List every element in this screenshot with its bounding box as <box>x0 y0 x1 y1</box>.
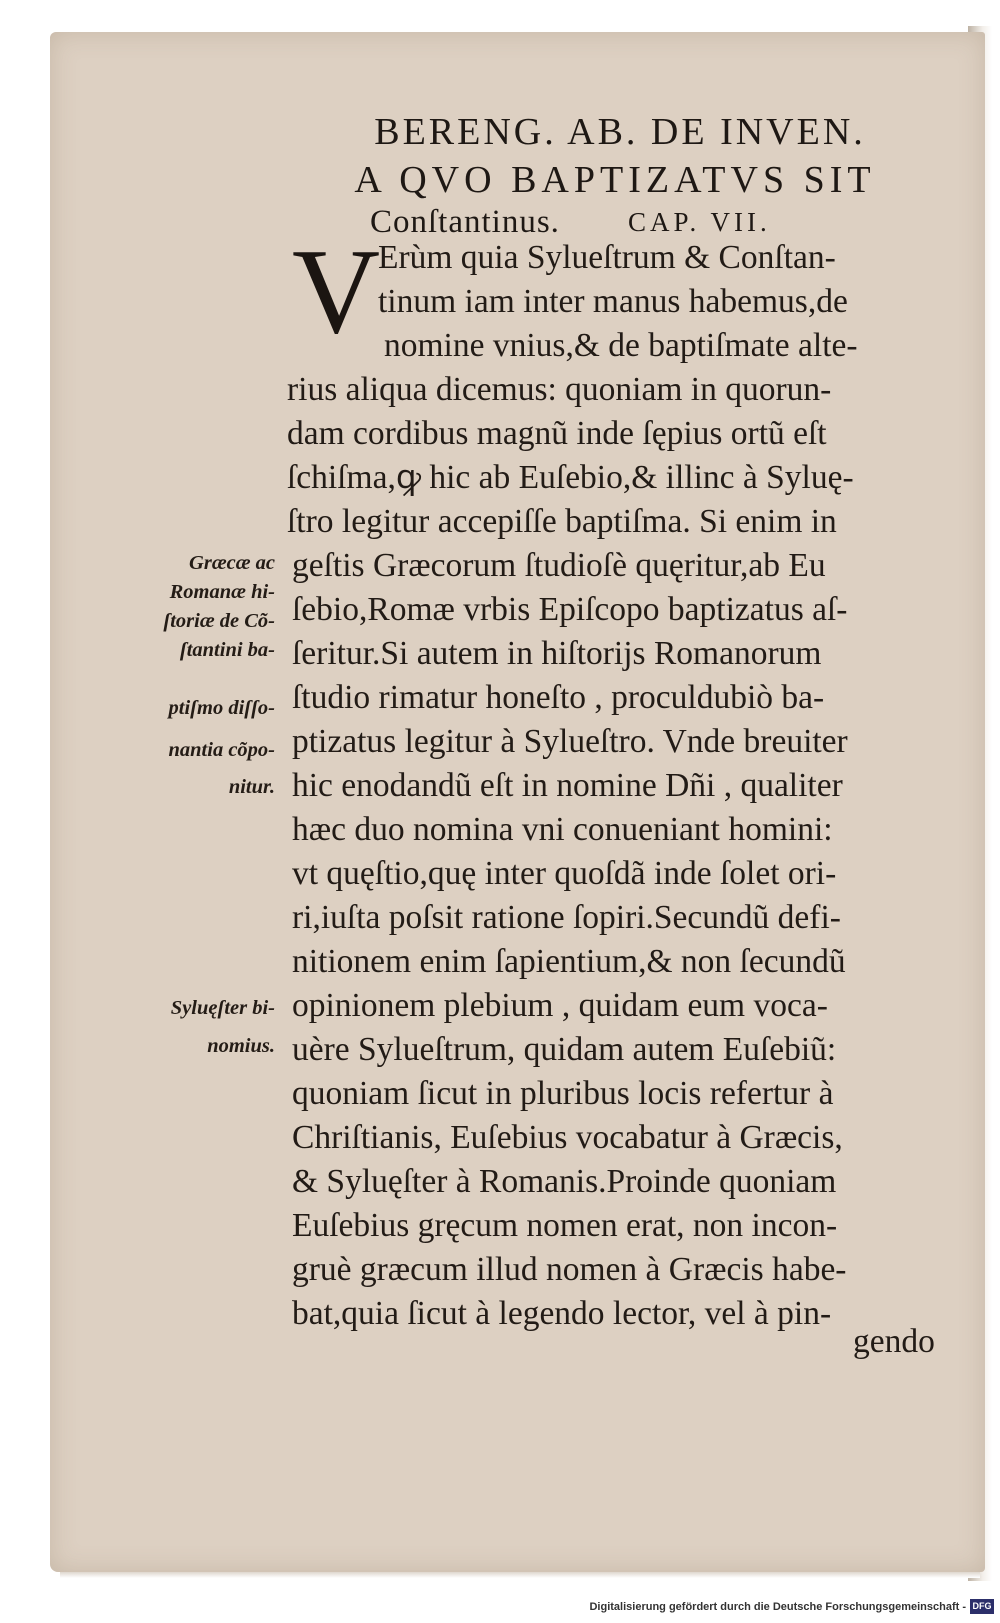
margin-note-line: ptiſmo diſſo- <box>168 697 275 719</box>
text-line: Euſebius gręcum nomen erat, non incon- <box>292 1207 838 1244</box>
text-line: ſebio,Romæ vrbis Epiſcopo baptizatus aſ- <box>292 591 848 628</box>
text-line: hic enodandũ eſt in nomine Dñi , qualiter <box>292 767 843 804</box>
text-line: hæc duo nomina vni conueniant homini: <box>292 811 833 848</box>
text-line: Erùm quia Sylueſtrum & Conſtan- <box>378 239 836 276</box>
dfg-logo-icon: DFG <box>970 1599 994 1614</box>
margin-note-line: ſtoriæ de Cõ- <box>163 610 275 632</box>
running-head: BERENG. AB. DE INVEN. <box>374 111 866 153</box>
text-line: ſtro legitur accepiſſe baptiſma. Si enim in <box>287 503 837 540</box>
text-line: Chriſtianis, Euſebius vocabatur à Græcis, <box>292 1119 843 1156</box>
text-line: ſchiſma,ꝙ hic ab Euſebio,& illinc à Syluę- <box>287 459 854 496</box>
text-line: dam cordibus magnũ inde ſępius ortũ eſt <box>287 415 827 452</box>
text-line: tinum iam inter manus habemus,de <box>378 283 848 320</box>
text-line: geſtis Græcorum ſtudioſè quęritur,ab Eu <box>292 547 826 584</box>
text-line: opinionem plebium , quidam eum voca- <box>292 987 828 1024</box>
margin-note-line: Romanæ hi- <box>169 581 275 603</box>
text-line: nomine vnius,& de baptiſmate alte- <box>384 327 858 364</box>
margin-note-line: Græcæ ac <box>189 552 275 574</box>
text-line: rius aliqua dicemus: quoniam in quorun- <box>287 371 832 408</box>
text-line: nitionem enim ſapientium,& non ſecundũ <box>292 943 846 980</box>
margin-note-line: ſtantini ba- <box>179 639 275 661</box>
chapter-subject: Conſtantinus. <box>370 204 560 240</box>
text-line: ſeritur.Si autem in hiſtorijs Romanorum <box>292 635 822 672</box>
digitization-credit: Digitalisierung gefördert durch die Deutsche Forschungsgemeinschaft - <box>589 1601 966 1613</box>
chapter-title: A QVO BAPTIZATVS SIT <box>354 159 876 201</box>
text-line: ptizatus legitur à Sylueſtro. Vnde breuiter <box>292 723 848 760</box>
text-line: ſtudio rimatur honeſto , proculdubiò ba- <box>292 679 825 716</box>
chapter-number: CAP. VII. <box>628 207 771 237</box>
margin-note-line: nitur. <box>228 776 275 798</box>
text-line: gruè græcum illud nomen à Græcis habe- <box>292 1251 847 1288</box>
text-line: uère Sylueſtrum, quidam autem Euſebiũ: <box>292 1031 837 1068</box>
catchword: gendo <box>853 1323 935 1360</box>
margin-note-line: nomius. <box>207 1035 275 1057</box>
chapter-subtitle <box>370 204 930 241</box>
margin-note-line: nantia cõpo- <box>168 739 275 761</box>
text-line: vt quęſtio,quę inter quoſdã inde ſolet ori- <box>292 855 837 892</box>
text-line: ri,iuſta poſsit ratione ſopiri.Secundũ defi- <box>292 899 841 936</box>
text-line: & Syluęſter à Romanis.Proinde quoniam <box>292 1163 837 1200</box>
text-line: quoniam ſicut in pluribus locis refertur à <box>292 1075 834 1112</box>
drop-cap-initial: V <box>292 224 381 359</box>
text-line: bat,quia ſicut à legendo lector, vel à pin- <box>292 1295 832 1332</box>
margin-note-line: Syluęſter bi- <box>170 997 275 1019</box>
